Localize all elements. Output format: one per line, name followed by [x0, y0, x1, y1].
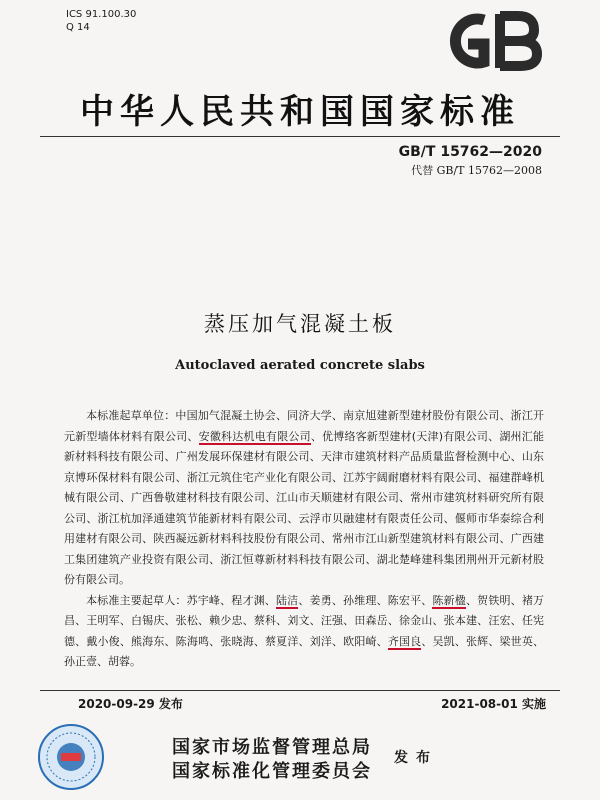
header-divider — [40, 136, 560, 137]
drafters-paragraph — [64, 591, 544, 673]
gb-logo-icon — [440, 8, 542, 74]
national-standard-title: 中华人民共和国国家标准 — [80, 92, 520, 132]
drafting-unit-text: 中国加气混凝土协会、同济大学、南京旭建新型建材股份有限公司、浙江开元新型墙体材料有限公司、 — [64, 409, 545, 443]
issuing-authorities — [172, 736, 372, 784]
replaces-standard: 代替 GB/T 15762—2008 — [411, 164, 542, 177]
drafters-lead: 本标准主要起草人： — [86, 593, 187, 607]
drafter-names: 、姜勇、孙维理、陈宏平、 — [298, 593, 433, 607]
foreword-text — [64, 406, 544, 673]
ccs-code: Q 14 — [66, 22, 90, 33]
highlighted-drafting-unit: 安徽科达机电有限公司 — [198, 429, 311, 443]
drafting-unit-text: 、优博络客新型建材(天津)有限公司、湖州汇能新材料科技有限公司、广州发展环保建材有限公司、天津市建筑材料产品质量监督检测中心、山东京博环保材料有限公司、浙江元筑住宅产业化有限公司、江苏宇阔耐磨材料有限公司、福建群峰机械有限公司、广西鲁敬建材科技有限公司、江山市天顺建材有限公司、常州市建筑材料研究所有限公司、浙江杭加泽通建筑节能新材料有限公司、云浮市贝融建材有限责任公司、偃师市华泰综合利用建材有限公司、陕西凝远新材料科技股份有限公司、常州市江山新型建筑材料有限公司、广西建工集团建筑产业投资有限公司、浙江恒尊新材料科技有限公司、湖北楚峰建科集团荆州开元新材股份有限公司。 — [64, 429, 544, 586]
issuer-samr: 国家市场监督管理总局 — [172, 737, 372, 758]
footer-divider — [40, 690, 560, 691]
ics-code: ICS 91.100.30 — [66, 9, 137, 20]
drafting-units-lead: 本标准起草单位： — [86, 409, 176, 422]
issue-label: 发布 — [394, 750, 438, 766]
publish-date: 2020-09-29 发布 — [78, 697, 183, 711]
anti-counterfeit-seal-icon — [36, 722, 106, 792]
classification-codes — [66, 8, 136, 34]
drafting-units-paragraph — [64, 406, 544, 591]
highlighted-drafter: 陈新楹 — [432, 593, 466, 607]
drafter-names: 苏宇峰、程才渊、 — [186, 593, 276, 607]
implement-date: 2021-08-01 实施 — [441, 697, 546, 711]
document-title-cn: 蒸压加气混凝土板 — [204, 312, 396, 336]
issuer-sac: 国家标准化管理委员会 — [172, 761, 372, 782]
drafter-names: 、贺铁明、褚万昌、王明军、白锡庆、张松、赖少忠、蔡科、刘文、汪强、田森岳、徐金山、张本建、汪宏、任宪德、戴小俊、熊海东、陈海鸣、张晓海、蔡夏洋、刘洋、欧阳崎、 — [64, 593, 545, 648]
standard-number-block — [399, 144, 542, 178]
highlighted-drafter: 齐国良 — [387, 634, 422, 648]
highlighted-drafter: 陆洁 — [275, 593, 299, 607]
drafter-names: 、吴凯、张辉、梁世英、孙正壹、胡蓉。 — [64, 634, 545, 668]
standard-code: GB/T 15762—2020 — [398, 144, 542, 160]
document-title-en: Autoclaved aerated concrete slabs — [175, 358, 425, 373]
